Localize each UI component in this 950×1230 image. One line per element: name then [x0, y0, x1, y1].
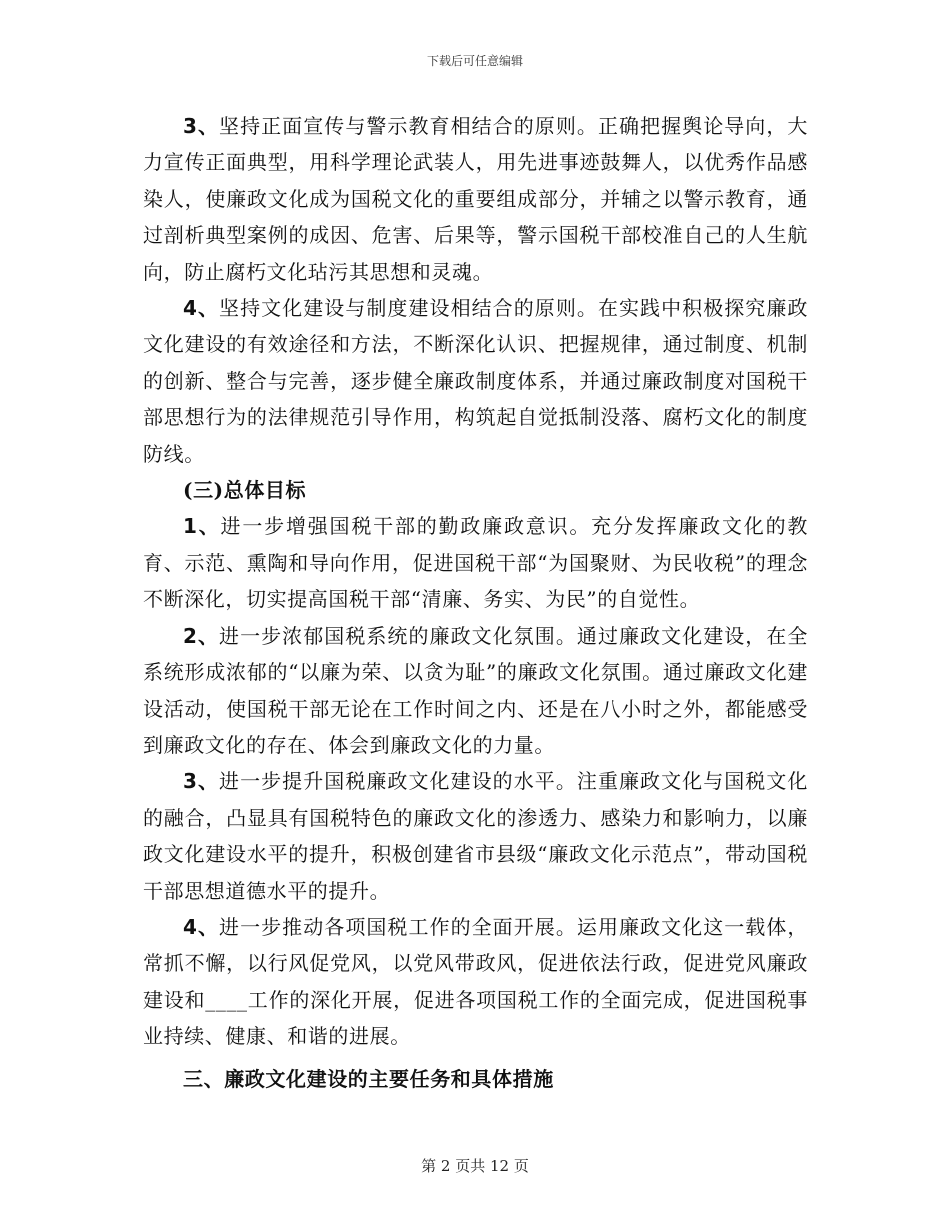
paragraph-goal-3 [143, 763, 808, 909]
document-body [143, 108, 808, 1099]
paragraph-number: 3、 [183, 769, 220, 794]
paragraph-goal-2 [143, 618, 808, 764]
page-header-note: 下载后可任意编辑 [426, 54, 523, 68]
section-heading-main-tasks: 三、廉政文化建设的主要任务和具体措施 [183, 1066, 554, 1091]
paragraph-text: 进一步推动各项国税工作的全面开展。运用廉政文化这一载体，常抓不懈，以行风促党风，以党风带政风，促进依法行政，促进党风廉政建设和____工作的深化开展，促进各项国税工作的全面完成，促进国税事业持续、健康、和谐的进展。 [143, 914, 808, 1049]
paragraph-number: 3、 [183, 114, 220, 138]
paragraph-principle-3 [143, 108, 808, 290]
paragraph-text: 进一步浓郁国税系统的廉政文化氛围。通过廉政文化建设，在全系统形成浓郁的“以廉为荣、以贪为耻”的廉政文化氛围。通过廉政文化建设活动，使国税干部无论在工作时间之内、还是在八小时之外，都能感受到廉政文化的存在、体会到廉政文化的力量。 [143, 623, 808, 757]
paragraph-number: 4、 [183, 914, 220, 939]
paragraph-text: 坚持文化建设与制度建设相结合的原则。在实践中积极探究廉政文化建设的有效途径和方法，不断深化认识、把握规律，通过制度、机制的创新、整合与完善，逐步健全廉政制度体系，并通过廉政制度对国税干部思想行为的法律规范引导作用，构筑起自觉抵制没落、腐朽文化的制度防线。 [143, 296, 808, 466]
paragraph-text: 坚持正面宣传与警示教育相结合的原则。正确把握舆论导向，大力宣传正面典型，用科学理论武装人，用先进事迹鼓舞人，以优秀作品感染人，使廉政文化成为国税文化的重要组成部分，并辅之以警示教育，通过剖析典型案例的成因、危害、后果等，警示国税干部校准自己的人生航向，防止腐朽文化玷污其思想和灵魂。 [143, 114, 808, 284]
paragraph-number: 1、 [183, 514, 221, 539]
paragraph-goal-4 [143, 909, 808, 1055]
paragraph-goal-1 [143, 508, 808, 617]
paragraph-text: 进一步增强国税干部的勤政廉政意识。充分发挥廉政文化的教育、示范、熏陶和导向作用，促进国税干部“为国聚财、为民收税”的理念不断深化，切实提高国税干部“清廉、务实、为民”的自觉性。 [143, 514, 808, 612]
paragraph-number: 4、 [183, 296, 220, 321]
paragraph-principle-4 [143, 290, 808, 472]
page-number: 第 2 页共 12 页 [421, 1157, 529, 1175]
subheading-overall-goals: (三)总体目标 [183, 478, 307, 503]
paragraph-number: 2、 [183, 623, 220, 648]
paragraph-text: 进一步提升国税廉政文化建设的水平。注重廉政文化与国税文化的融合，凸显具有国税特色的廉政文化的渗透力、感染力和影响力，以廉政文化建设水平的提升，积极创建省市县级“廉政文化示范点”，带动国税干部思想道德水平的提升。 [143, 769, 808, 903]
